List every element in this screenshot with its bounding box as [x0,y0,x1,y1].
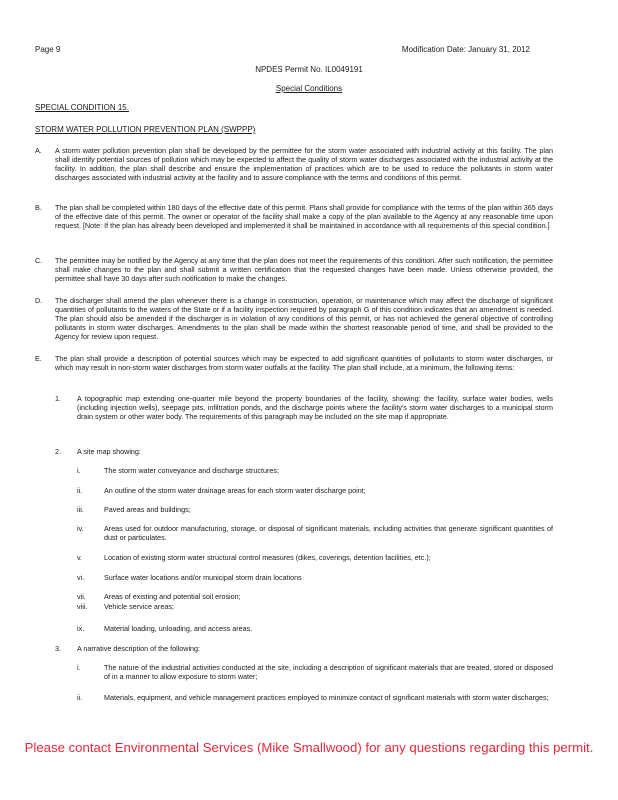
paragraph-d: The discharger shall amend the plan whenever there is a change in construction, operation, or maintenance which may affect the discharge of significant quantities of pollutants to the waters of the State or if a facility inspection required by paragraph G of this condition indicates that an amendment is needed. The plan should also be amended if the discharger is in violation of any conditions of this permit, or has not achieved the general objective of controlling pollutants in storm water discharges. Amendments to the plan shall be made within the shortest reasonable period of time, and shall be provided to the Agency for review upon request. [55,296,553,341]
item-number: 1. [55,394,61,403]
subitem-text: The nature of the industrial activities conducted at the site, including a description of significant materials that are treated, stored or disposed of in a manner to allow exposure to storm water; [104,663,553,681]
subitem-number: viii. [77,602,88,611]
subitem-number: i. [77,663,81,672]
paragraph-mark: E. [35,354,42,363]
page-number: Page 9 [35,45,61,54]
permit-number: NPDES Permit No. IL0049191 [255,65,363,74]
paragraph-e: The plan shall provide a description of potential sources which may be expected to add significant quantities of pollutants to storm water discharges, or which may result in non-storm water discharges from storm water outfalls at the facility. The plan shall include, at a minimum, the following items: [55,354,553,372]
paragraph-b: The plan shall be completed within 180 days of the effective date of this permit. Plans shall provide for compliance with the terms of the plan within 365 days of the effective date of this permit. The owner or operator of the facility shall make a copy of the plan available to the Agency at any reasonable time upon request. [Note: If the plan has already been developed and implemented it shall be maintained in accordance with all requirements of this special condition.] [55,203,553,230]
item-number: 2. [55,447,61,456]
subitem-text: The storm water conveyance and discharge structures; [104,466,279,475]
subitem-text: An outline of the storm water drainage areas for each storm water discharge point; [104,486,366,495]
item-number: 3. [55,644,61,653]
subitem-text: Vehicle service areas; [104,602,174,611]
subitem-text: Areas used for outdoor manufacturing, storage, or disposal of significant materials, including activities that generate significant quantities of dust or particulates. [104,524,553,542]
subitem-number: vi. [77,573,85,582]
paragraph-mark: D. [35,296,43,305]
paragraph-mark: B. [35,203,42,212]
subitem-number: v. [77,553,83,562]
subitem-number: ix. [77,624,85,633]
subitem-text: Material loading, unloading, and access areas. [104,624,253,633]
contact-notice: Please contact Environmental Services (Mike Smallwood) for any questions regarding this permit. [24,740,594,755]
subitem-number: iv. [77,524,84,533]
subitem-number: vii. [77,592,86,601]
subitem-number: i. [77,466,81,475]
item-1-text: A topographic map extending one-quarter mile beyond the property boundaries of the facility, showing: the facility, surface water bodies, wells (including injection wells), seepage pits, infiltration ponds, and the discharge points where the facility's storm water discharges to a municipal storm drain system or other water body. The requirements of this paragraph may be included on the site map if appropriate. [77,394,553,421]
paragraph-c: The permittee may be notified by the Agency at any time that the plan does not meet the requirements of this condition. After such notification, the permittee shall make changes to the plan and shall submit a written certification that the requested changes have been made. Unless otherwise provided, the permittee shall have 30 days after such notification to make the changes. [55,256,553,283]
paragraph-a: A storm water pollution prevention plan shall be developed by the permittee for the storm water associated with industrial activity at this facility. The plan shall identify potential sources of pollution which may be expected to affect the quality of storm water discharges associated with the industrial activity at the facility. In addition, the plan shall describe and ensure the implementation of practices which are to be used to reduce the pollutants in storm water discharges associated with industrial activity at the facility and to assure compliance with the terms and conditions of this permit. [55,146,553,182]
modification-date: Modification Date: January 31, 2012 [401,45,530,54]
item-2-text: A site map showing: [77,447,141,456]
paragraph-mark: A. [35,146,42,155]
subitem-text: Paved areas and buildings; [104,505,191,514]
subitem-text: Areas of existing and potential soil erosion; [104,592,241,601]
subitem-text: Materials, equipment, and vehicle management practices employed to minimize contact of significant materials with storm water discharges; [104,693,549,702]
condition-heading: SPECIAL CONDITION 15. [35,103,129,112]
section-title: Special Conditions [275,84,343,93]
paragraph-mark: C. [35,256,43,265]
subitem-number: iii. [77,505,84,514]
subitem-number: ii. [77,486,83,495]
subitem-number: ii. [77,693,83,702]
plan-heading: STORM WATER POLLUTION PREVENTION PLAN (SWPPP) [35,125,256,134]
subitem-text: Location of existing storm water structural control measures (dikes, coverings, detention facilities, etc.); [104,553,431,562]
item-3-text: A narrative description of the following: [77,644,201,653]
subitem-text: Surface water locations and/or municipal storm drain locations [104,573,302,582]
